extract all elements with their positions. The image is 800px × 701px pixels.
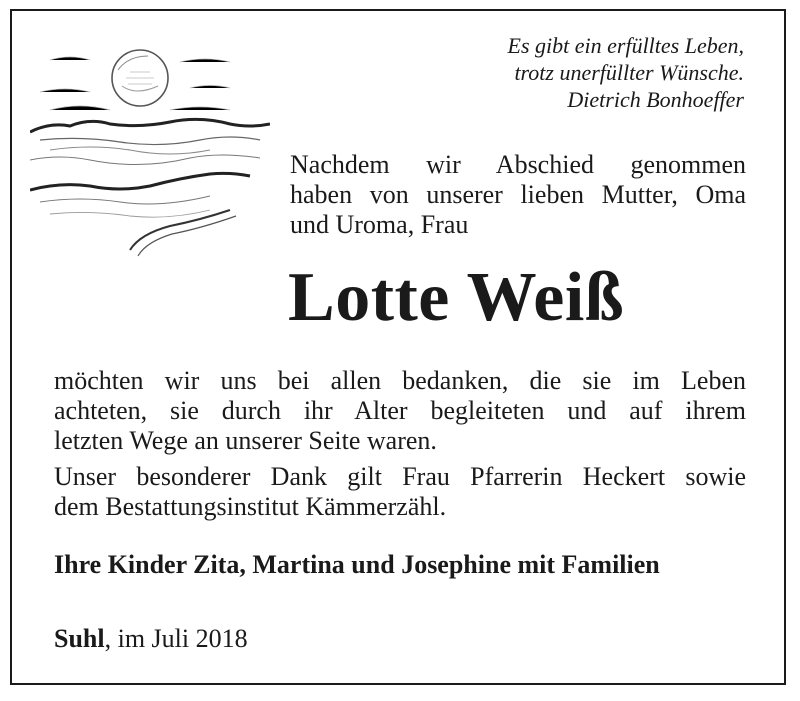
thanks-p2-line-2: dem Bestattungsinstitut Kämmerzähl. [54, 492, 447, 521]
sky-hatching [40, 57, 230, 110]
moon-landscape-illustration [30, 40, 270, 260]
intro-line-1: Nachdem wir Abschied genommen [290, 150, 746, 179]
quote-line-1: Es gibt ein erfülltes Leben, [507, 33, 744, 58]
quote-author: Dietrich Bonhoeffer [567, 87, 744, 112]
thanks-p1-line-2: achteten, sie durch ihr Alter begleiteten und auf ihrem [54, 396, 746, 425]
date-text: , im Juli 2018 [104, 624, 248, 653]
place-date [54, 624, 248, 654]
intro-text [290, 150, 746, 240]
intro-line-2: haben von unserer lieben Mutter, Oma [290, 180, 746, 209]
shoreline [30, 173, 250, 217]
thanks-p1-line-3: letzten Wege an unserer Seite waren. [54, 426, 437, 455]
thanks-p2-line-1: Unser besonderer Dank gilt Frau Pfarrerin Heckert sowie [54, 462, 746, 491]
thanks-paragraph-2 [54, 462, 746, 522]
bonhoeffer-quote [404, 32, 744, 113]
thanks-p1-line-1: möchten wir uns bei allen bedanken, die sie im Leben [54, 366, 746, 395]
family-signature: Ihre Kinder Zita, Martina und Josephine mit Familien [54, 550, 660, 579]
moon-icon [112, 50, 168, 106]
thanks-paragraph-1 [54, 366, 746, 456]
place-name: Suhl [54, 624, 105, 653]
quote-line-2: trotz unerfüllter Wünsche. [514, 60, 744, 85]
hills [30, 119, 270, 164]
deceased-name: Lotte Weiß [288, 259, 625, 336]
intro-line-3: und Uroma, Frau [290, 210, 469, 239]
